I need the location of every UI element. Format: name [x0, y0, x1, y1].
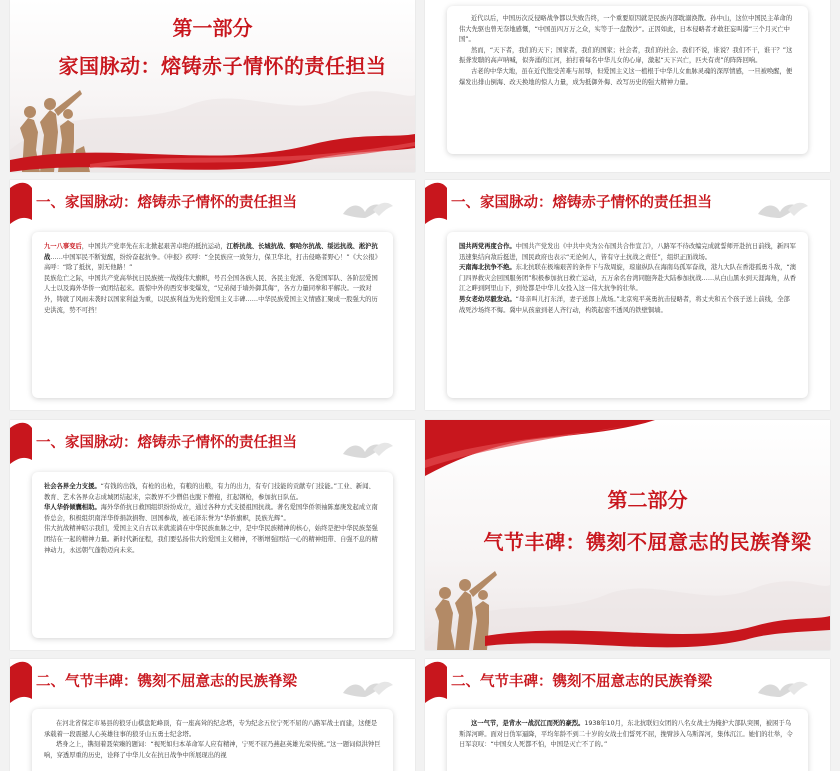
paragraph: 塔身之上，镌刻着聂荣臻的题词：“视死如归本革命军人应有精神，宁死不屈乃燕赵英雄光荣传统。”这一题词似洪钟巨响，穿透厚重的历史，诠释了中华儿女在抗日战争中所展现出的视 [44, 741, 381, 759]
dove-icon [339, 196, 397, 224]
paragraph: 伟大抗战精神昭示我们，爱国主义自古以来就流淌在中华民族血脉之中，是中华民族精神的核心，始终是把中华民族坚强团结在一起的精神力量。新时代新征程，我们要弘扬伟大的爱国主义精神，不断增强团结一心的精神纽带、自强不息的精神动力，永远朝气蓬勃迈向未来。 [44, 525, 378, 554]
inline-text: ，中国共产党率先在东北掀起艰苦卓绝的抵抗运动， [81, 243, 227, 250]
text-card [447, 6, 808, 154]
part-number: 第一部分 [172, 16, 253, 40]
item-title: 男女老幼尽毅发动。 [459, 295, 516, 303]
paragraph: 民族危亡之际，中国共产党高举抗日民族统一战线伟大旗帜，号召全国各族人民、各民主党派、各爱国军队、各阶层爱国人士以及海外华侨一致团结起来。震惊中外的西安事变爆发，“兄弟阋于墙外御其侮”，各方力量同拳和平解决。一致对外，铸就了风雨未袭时以国家利益为重，以民族利益为先的爱国主义丰碑……中华民族爱国主义情感汇聚成一股强大的历史洪流，势不可挡！ [44, 274, 378, 314]
slide-united-resistance[interactable] [425, 180, 830, 410]
inline-text: 1938年10月，东北抗联妇女团的八名女战士为掩护大部队突围，被困于乌斯浑河畔。面对日伪军逼降，平均年龄不到二十岁的女战士们誓死不屈，挽臂涉入乌斯浑河，集体沉江。她们的壮举，令日军哀叹：“中国女人死都不怕，中国是灭亡不了的。” [459, 720, 793, 749]
slide-heading: 一、家国脉动：熔铸赤子情怀的责任担当 [36, 195, 297, 211]
slide-national-awakening[interactable] [10, 180, 415, 410]
text-card [447, 232, 808, 398]
slide-heading: 一、家国脉动：熔铸赤子情怀的责任担当 [36, 435, 297, 451]
text-card [32, 709, 393, 771]
slide-langya-mountain[interactable] [10, 659, 415, 771]
slide-society-support[interactable] [10, 420, 415, 650]
red-flag-wave-decoration [425, 606, 830, 650]
dove-icon [754, 675, 812, 703]
dove-icon [339, 436, 397, 464]
text-card [447, 709, 808, 771]
red-flag-wave-decoration [425, 420, 830, 480]
slide-history-text[interactable] [425, 0, 830, 172]
item-text: 东北抗联在极端艰苦的条件下与敌周旋，琼崖纵队在海南岛孤军奋战，港九大队在香港孤勇斗敌，“澳门四界救灾会回国服务团”积极参加抗日救亡运动，五万余名台湾同胞奔赴大陆参加抗战……从白山黑水到天涯海角，从香江之畔到阿里山下，到处都是中华儿女投入这一伟大抗争的壮举。 [459, 264, 796, 293]
lead-phrase: 这一气节，是背水一战沉江而死的豪烈。 [471, 720, 585, 727]
item-title: 天南海北抗争不绝。 [459, 264, 516, 272]
item-title: 国共两党再度合作。 [459, 243, 516, 250]
red-flag-wave-decoration [10, 120, 415, 172]
inline-text: ……中国军民不断觉醒，纷纷奋起抗争。《申报》疾呼：“全民族应一致努力，保卫华北，打击侵略者野心！”《大公报》高呼：“除了抵抗，别无他路！” [44, 253, 378, 272]
dove-icon [754, 196, 812, 224]
paragraph: 然而，“天下者，我们的天下；国家者，我们的国家；社会者，我们的社会。我们不说，谁说？我们不干，谁干？”这振聋发聩的高声呐喊，似奔涌的江河，拍打着每名中华儿女的心扉，激起“天下兴亡，匹夫有责”的阵阵回响。 [459, 46, 793, 65]
slide-heading: 二、气节丰碑：镌刻不屈意志的民族脊梁 [451, 674, 712, 690]
item-title: 社会各界全力支援。 [44, 483, 101, 490]
paragraph: 古老的中华大地，虽在近代饱受苦难与屈辱，但爱国主义这一植根于中华儿女血脉灵魂的深厚情感，一旦被唤醒，便爆发出排山倒海、改天换地的惊人力量，成为抵御外侮、改写历史的强大精神力量。 [459, 67, 793, 86]
lead-phrase: 九一八事变后 [44, 243, 82, 250]
bold-phrase: 江桥抗战、长城抗战、察哈尔抗战、绥远抗战、淞沪抗战 [44, 243, 378, 261]
text-card [32, 472, 393, 638]
part-number: 第二部分 [607, 488, 688, 512]
slide-part-two-cover[interactable] [425, 420, 830, 650]
item-text: 中国共产党发出《中共中央为公布国共合作宣言》，八路军不待改编完成就誓师开赴抗日前线，新四军迅速集结向敌后挺进，国民政府也表示“无论何人，皆有守土抗战之责任”，组织正面战场。 [459, 243, 796, 261]
text-card [32, 232, 393, 398]
item-text: 海外华侨抗日救国组织纷纷成立，通过各种方式支援祖国抗战。著名爱国华侨领袖陈嘉庚发起成立南侨总会，积极组织南洋华侨捐款捐物、回国参战，被毛泽东誉为“华侨旗帜，民族光辉”。 [44, 504, 378, 522]
item-text: “母亲叫儿打东洋，妻子送郎上战场。”北京宛平英勇抗击侵略者，将丈夫和五个孩子送上前线，全部战死沙场终不悔。冀中从孩童到老人齐行动，构筑起密不透风的铁壁铜墙。 [459, 295, 790, 314]
item-title: 华人华侨倾囊相助。 [44, 504, 101, 512]
part-title: 家国脉动：熔铸赤子情怀的责任担当 [58, 54, 387, 78]
slide-part-one-cover[interactable] [10, 0, 415, 172]
paragraph: 在河北省保定市易县的狼牙山棋盘陀峰顶，有一座高耸的纪念塔，专为纪念五位宁死不屈的八路军战士而建，这便是承载着一段震撼人心英雄往事的狼牙山五勇士纪念塔。 [44, 720, 378, 738]
slide-heading: 二、气节丰碑：镌刻不屈意志的民族脊梁 [36, 674, 297, 690]
item-text: “有钱的出钱，有枪的出枪，有粮的出粮，有力的出力，有专门技能的贡献专门技能。”工业、新闻、教育、艺术各界众志成城团结起来，宗教界不少僧侣也脱下僧袍，扛起钢枪，参加抗日队伍。 [44, 483, 375, 501]
paragraph: 近代以后，中国历次反侵略战争都以失败告终，一个重要原因就是民族内部耽溺涣散。孙中山，这位中国民主革命的伟大先驱也曾无奈地感慨，“中国虽四万万之众，实等于一盘散沙”。正因如此，日本侵略者才敢狂妄叫嚣“三个月灭亡中国”。 [459, 15, 793, 44]
slide-heading: 一、家国脉动：熔铸赤子情怀的责任担当 [451, 195, 712, 211]
part-title: 气节丰碑：镌刻不屈意志的民族脊梁 [483, 530, 812, 554]
dove-icon [339, 675, 397, 703]
slide-eight-heroines[interactable] [425, 659, 830, 771]
